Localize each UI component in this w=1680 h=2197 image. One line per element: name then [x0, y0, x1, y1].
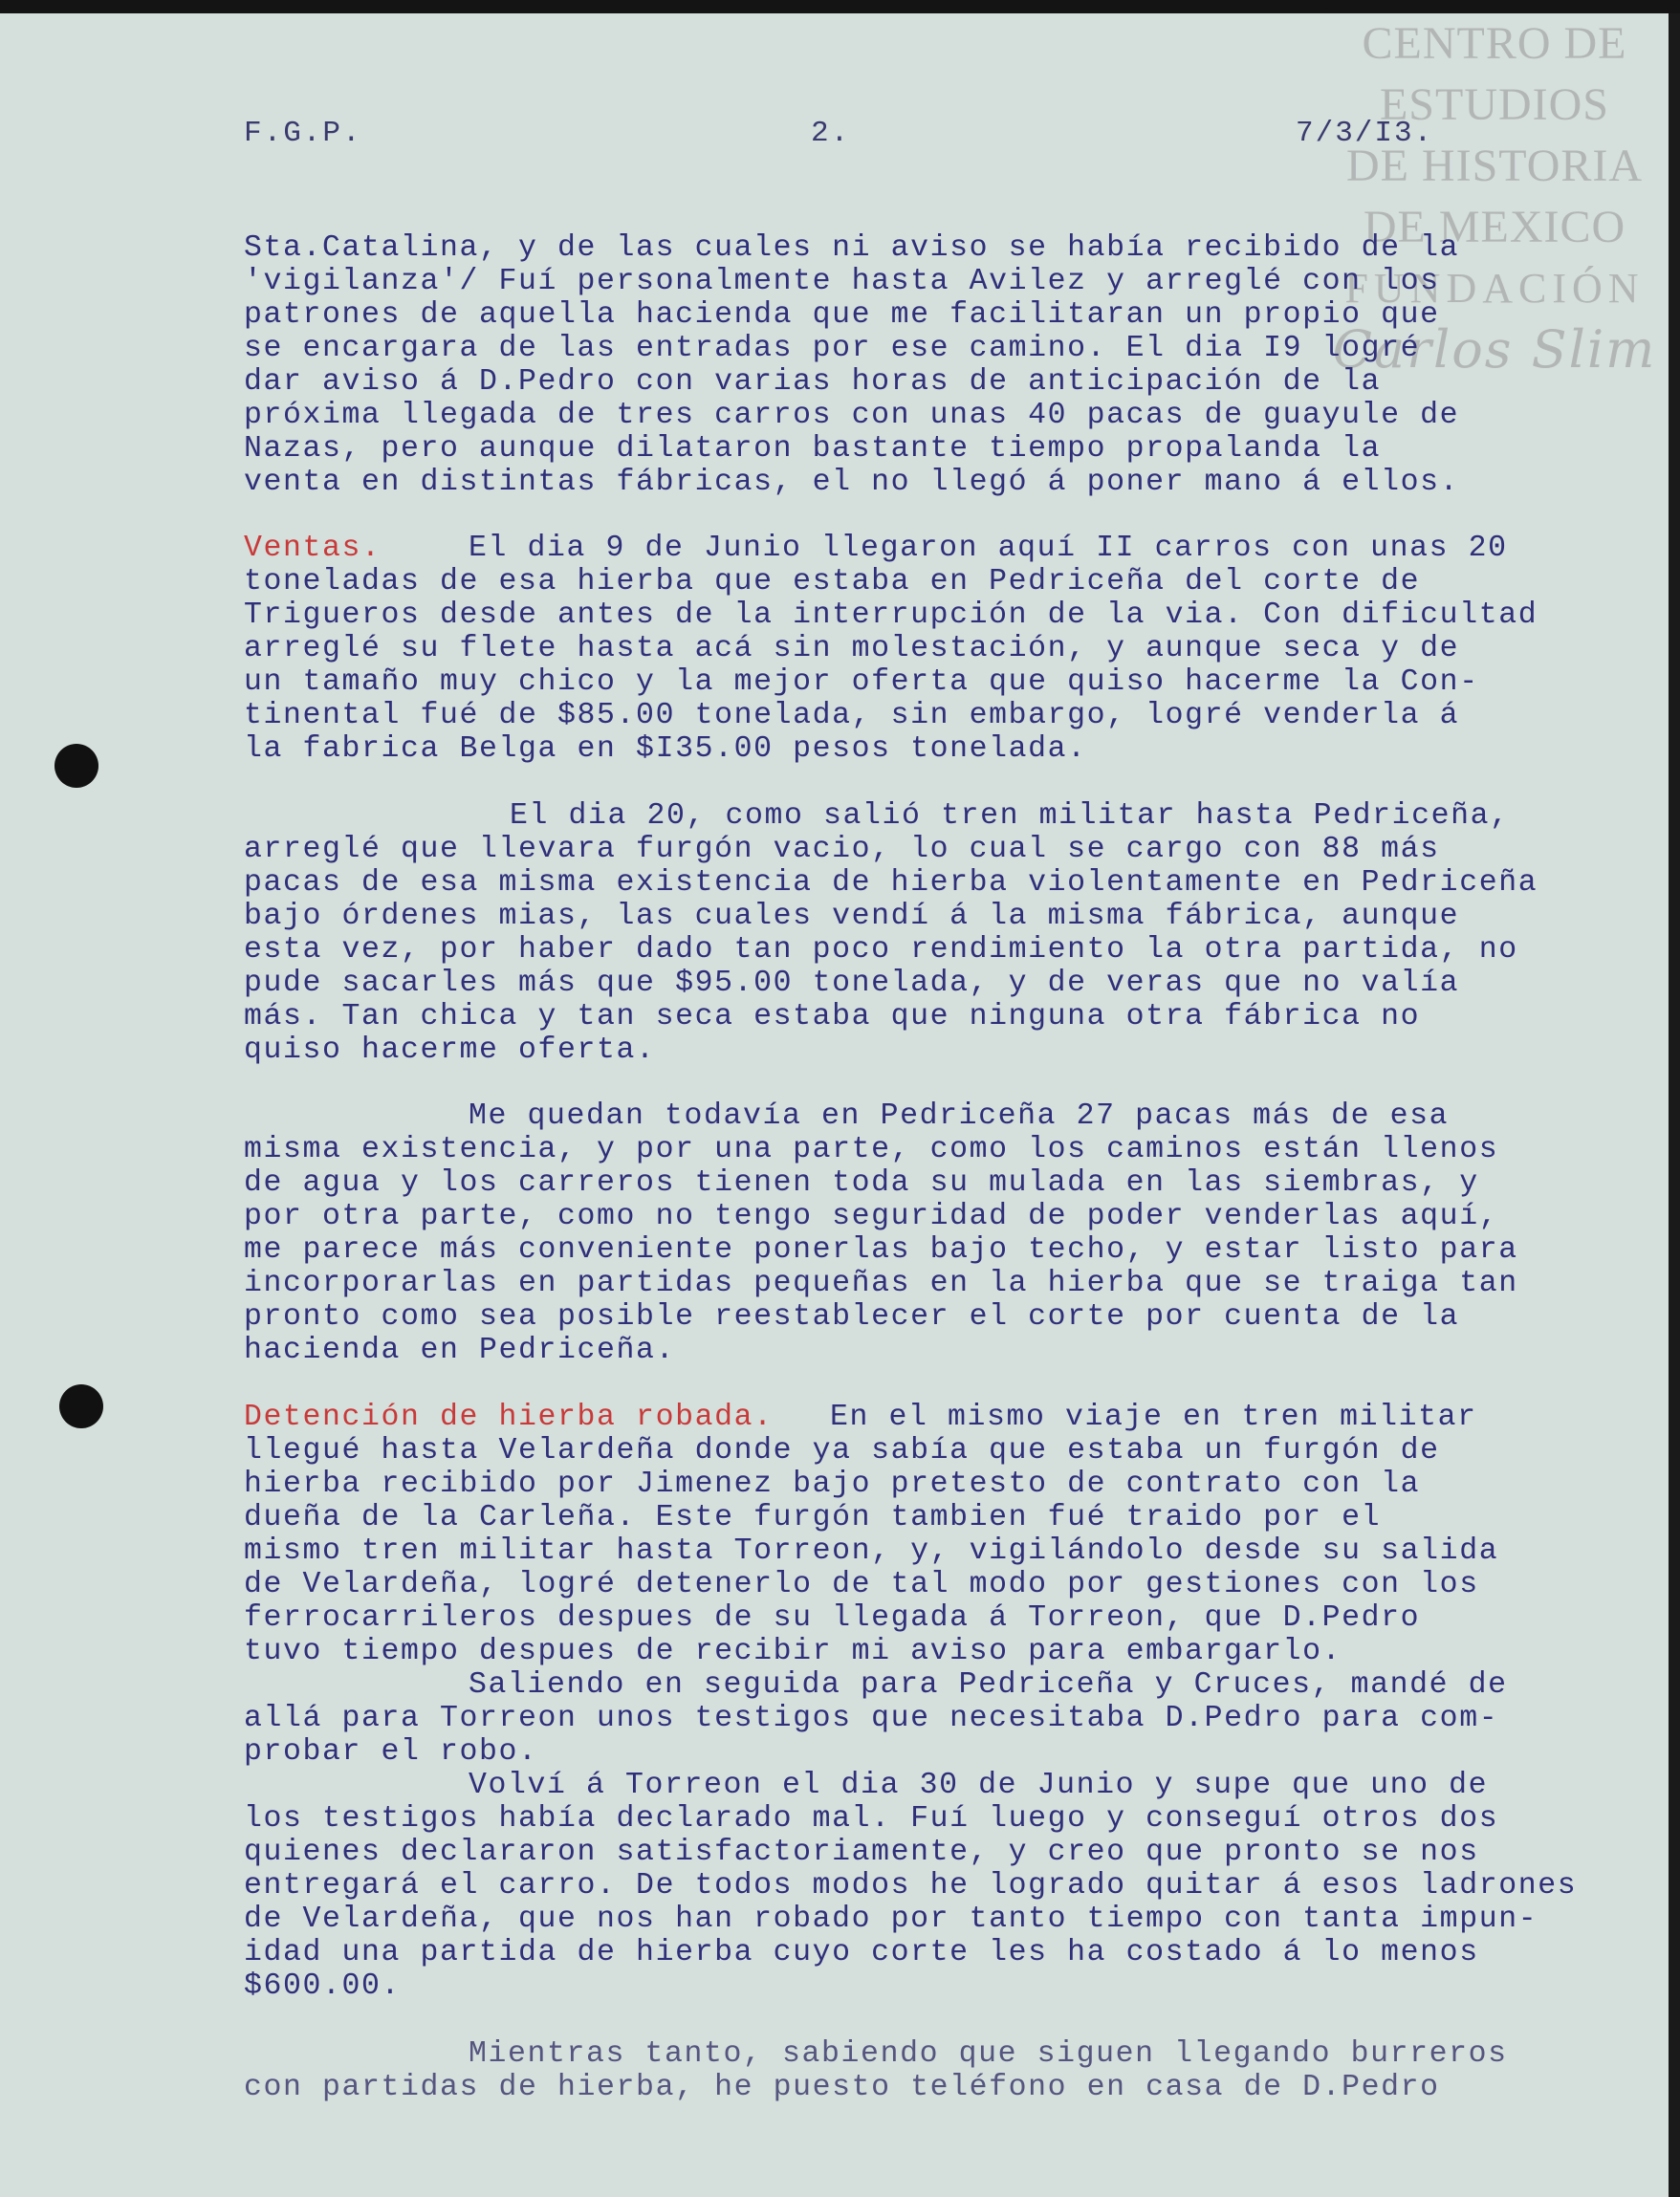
text-line: incorporarlas en partidas pequeñas en la hierba que se traiga tan	[244, 1267, 1518, 1300]
text-line: llegué hasta Velardeña donde ya sabía que estaba un furgón de	[244, 1434, 1440, 1468]
text-line: El dia 9 de Junio llegaron aquí II carros con unas 20	[469, 532, 1508, 565]
watermark-signature: Carlos Slim	[1332, 319, 1657, 380]
text-line: Sta.Catalina, y de las cuales ni aviso se había recibido de la	[244, 231, 1460, 265]
punch-hole-lower	[59, 1384, 103, 1428]
text-line: probar el robo.	[244, 1735, 538, 1769]
text-line: El dia 20, como salió tren militar hasta Pedriceña,	[510, 799, 1510, 833]
text-line: quienes declararon satisfactoriamente, y creo que pronto se nos	[244, 1836, 1479, 1869]
text-line: arreglé su flete hasta acá sin molestación, y aunque seca y de	[244, 632, 1460, 665]
header-page-number: 2.	[811, 117, 851, 150]
text-line: de Velardeña, logré detenerlo de tal modo por gestiones con los	[244, 1568, 1479, 1601]
text-line: pronto como sea posible reestablecer el corte por cuenta de la	[244, 1300, 1460, 1334]
punch-hole-upper	[55, 744, 98, 788]
text-line: allá para Torreon unos testigos que necesitaba D.Pedro para com-	[244, 1702, 1499, 1735]
text-line: me parece más conveniente ponerlas bajo techo, y estar listo para	[244, 1233, 1518, 1267]
text-line: esta vez, por haber dado tan poco rendimiento la otra partida, no	[244, 933, 1518, 967]
text-line: dueña de la Carleña. Este furgón tambien fué traido por el	[244, 1501, 1382, 1534]
text-line: arreglé que llevara furgón vacio, lo cual se cargo con 88 más	[244, 833, 1440, 866]
text-line: $600.00.	[244, 1969, 402, 2003]
text-line: venta en distintas fábricas, el no llegó á poner mano á ellos.	[244, 466, 1460, 499]
text-line: la fabrica Belga en $I35.00 pesos tonelada.	[244, 732, 1087, 766]
text-line: 'vigilanza'/ Fuí personalmente hasta Avilez y arreglé con los	[244, 265, 1440, 298]
text-line: Mientras tanto, sabiendo que siguen llegando burreros	[469, 2037, 1508, 2071]
text-line: Saliendo en seguida para Pedriceña y Cruces, mandé de	[469, 1668, 1508, 1702]
text-line: de agua y los carreros tienen toda su mulada en las siembras, y	[244, 1166, 1479, 1200]
text-line: Trigueros desde antes de la interrupción de la via. Con dificultad	[244, 598, 1538, 632]
text-line: pacas de esa misma existencia de hierba violentamente en Pedriceña	[244, 866, 1538, 900]
text-line: hacienda en Pedriceña.	[244, 1334, 676, 1367]
document-page	[0, 13, 1669, 2197]
text-line: ferrocarrileros despues de su llegada á Torreon, que D.Pedro	[244, 1601, 1421, 1635]
text-line: mismo tren militar hasta Torreon, y, vigilándolo desde su salida	[244, 1534, 1499, 1568]
watermark-line-1: CENTRO DE	[1362, 18, 1627, 69]
watermark-line-5: FUNDACIÓN	[1344, 265, 1645, 312]
text-line: próxima llegada de tres carros con unas 40 pacas de guayule de	[244, 399, 1460, 432]
header-date: 7/3/I3.	[1296, 117, 1434, 150]
text-line: los testigos había declarado mal. Fuí luego y conseguí otros dos	[244, 1802, 1499, 1836]
text-line: se encargara de las entradas por ese camino. El dia I9 logré	[244, 332, 1421, 365]
text-line: toneladas de esa hierba que estaba en Pedriceña del corte de	[244, 565, 1421, 598]
text-line: por otra parte, como no tengo seguridad de poder venderlas aquí,	[244, 1200, 1499, 1233]
text-line: tinental fué de $85.00 tonelada, sin embargo, logré venderla á	[244, 699, 1460, 732]
text-line: bajo órdenes mias, las cuales vendí á la misma fábrica, aunque	[244, 900, 1460, 933]
text-line: En el mismo viaje en tren militar	[830, 1401, 1477, 1434]
text-line: más. Tan chica y tan seca estaba que ninguna otra fábrica no	[244, 1000, 1421, 1033]
text-line: de Velardeña, que nos han robado por tanto tiempo con tanta impun-	[244, 1903, 1538, 1936]
text-line: misma existencia, y por una parte, como los caminos están llenos	[244, 1133, 1499, 1166]
watermark-line-3: DE HISTORIA	[1345, 141, 1644, 191]
watermark-line-4: DE MEXICO	[1363, 202, 1626, 252]
text-line: quiso hacerme oferta.	[244, 1033, 656, 1067]
header-initials: F.G.P.	[244, 117, 362, 150]
section-heading-ventas: Ventas.	[244, 532, 382, 565]
text-line: Me quedan todavía en Pedriceña 27 pacas más de esa	[469, 1099, 1450, 1133]
text-line: con partidas de hierba, he puesto teléfono en casa de D.Pedro	[244, 2071, 1440, 2104]
watermark-line-2: ESTUDIOS	[1379, 79, 1609, 130]
text-line: Volví á Torreon el dia 30 de Junio y supe que uno de	[469, 1769, 1489, 1802]
text-line: entregará el carro. De todos modos he logrado quitar á esos ladrones	[244, 1869, 1578, 1903]
section-heading-detencion: Detención de hierba robada.	[244, 1401, 774, 1434]
text-line: dar aviso á D.Pedro con varias horas de anticipación de la	[244, 365, 1382, 399]
text-line: idad una partida de hierba cuyo corte les ha costado á lo menos	[244, 1936, 1479, 1969]
text-line: pude sacarles más que $95.00 tonelada, y de veras que no valía	[244, 967, 1460, 1000]
text-line: un tamaño muy chico y la mejor oferta que quiso hacerme la Con-	[244, 665, 1479, 699]
text-line: patrones de aquella hacienda que me facilitaran un propio que	[244, 298, 1440, 332]
text-line: hierba recibido por Jimenez bajo pretesto de contrato con la	[244, 1468, 1421, 1501]
text-line: Nazas, pero aunque dilataron bastante tiempo propalanda la	[244, 432, 1382, 466]
text-line: tuvo tiempo despues de recibir mi aviso para embargarlo.	[244, 1635, 1342, 1668]
scan-top-edge	[0, 0, 1680, 13]
